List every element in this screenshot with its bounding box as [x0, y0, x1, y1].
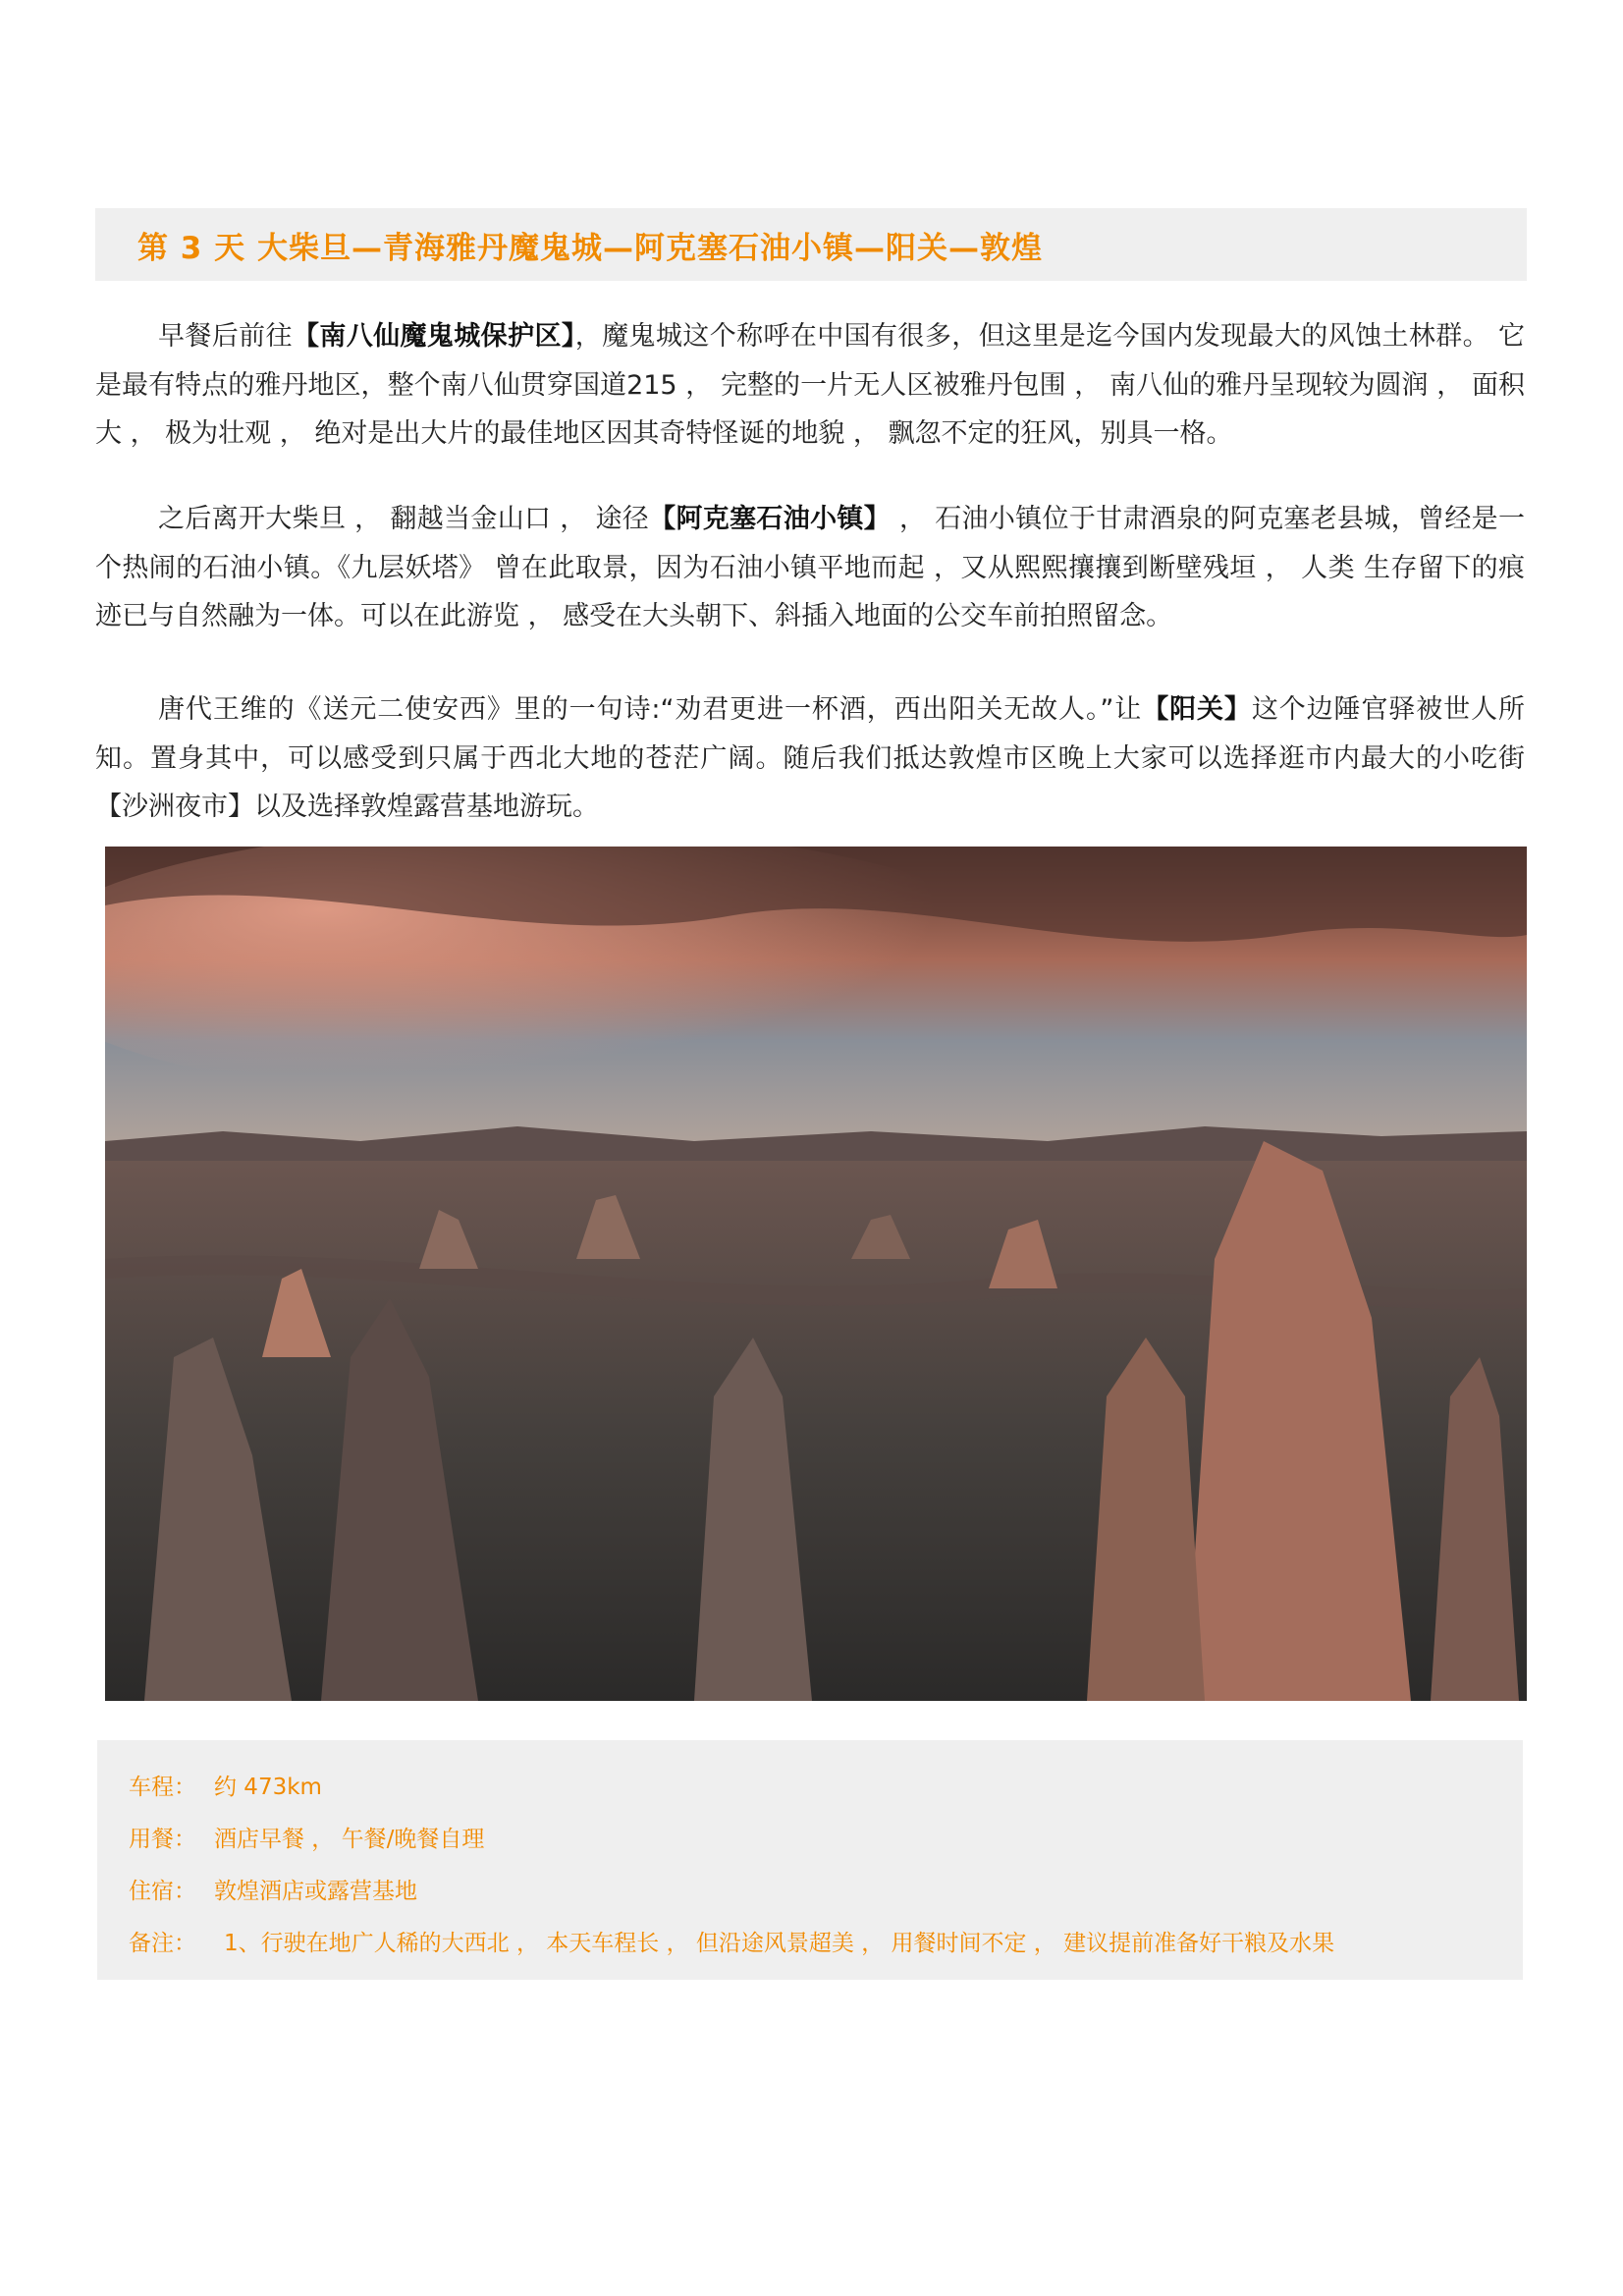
paragraph-yangguan: [95, 685, 1525, 832]
highlight-place: 【南八仙魔鬼城保护区】: [292, 321, 575, 352]
highlight-place: 【阳关】: [1142, 694, 1252, 725]
distance-label: 车程：: [129, 1775, 196, 1800]
info-distance: [129, 1773, 322, 1802]
notes-label: 备注：: [129, 1931, 196, 1956]
info-notes: [129, 1929, 1334, 1958]
image-icon: [105, 847, 1527, 1701]
distance-value: 约 473km: [214, 1775, 322, 1800]
paragraph-text: 早餐后前往: [158, 321, 293, 352]
paragraph-text: 之后离开大柴旦 ， 翻越当金山口 ， 途径: [158, 504, 650, 534]
meals-label: 用餐：: [129, 1827, 196, 1852]
meals-value: 酒店早餐 ， 午餐/晚餐自理: [214, 1827, 485, 1852]
lodging-value: 敦煌酒店或露营基地: [214, 1879, 417, 1904]
yardang-landscape-photo: [105, 847, 1527, 1701]
paragraph-text: 这个边陲官驿被世人所知。置身其中，可以感受到只属于西北大地的苍茫广阔。随后我们抵达敦煌市区晚上大家可以选择逛市内最大的小吃街【沙洲夜市】以及选择敦煌露营基地游玩。: [95, 694, 1526, 822]
day-info-panel: [97, 1740, 1523, 1980]
day-title: 第 3 天 大柴旦—青海雅丹魔鬼城—阿克塞石油小镇—阳关—敦煌: [137, 230, 1043, 266]
day-header: [95, 208, 1527, 281]
lodging-label: 住宿：: [129, 1879, 196, 1904]
paragraph-nanbaxian: [95, 312, 1525, 459]
highlight-place: 【阿克塞石油小镇】: [649, 504, 892, 534]
paragraph-text: ，魔鬼城这个称呼在中国有很多，但这里是迄今国内发现最大的风蚀土林群。 它是最有特点的雅丹地区，整个南八仙贯穿国道215 ， 完整的一片无人区被雅丹包围 ， 南八仙的雅丹呈现较为圆润 ， 面积大 ， 极为壮观 ， 绝对是出大片的最佳地区因其奇特怪诞的地貌 ， 飘忽不定的狂风，别具一格。: [95, 321, 1525, 449]
paragraph-text: 唐代王维的《送元二使安西》里的一句诗:“劝君更进一杯酒，西出阳关无故人。”让: [158, 694, 1143, 725]
info-lodging: [129, 1877, 417, 1906]
paragraph-text: ， 石油小镇位于甘肃酒泉的阿克塞老县城，曾经是一个热闹的石油小镇。《九层妖塔》 曾在此取景，因为石油小镇平地而起 ，又从熙熙攘攘到断壁残垣 ， 人类 生存留下的痕迹已与自然融为一体。可以在此游览 ， 感受在大头朝下、斜插入地面的公交车前拍照留念。: [95, 504, 1525, 631]
notes-value: 1、行驶在地广人稀的大西北 ， 本天车程长 ， 但沿途风景超美 ， 用餐时间不定 ， 建议提前准备好干粮及水果: [224, 1931, 1335, 1956]
info-meals: [129, 1825, 484, 1854]
paragraph-akesai: [95, 495, 1525, 641]
